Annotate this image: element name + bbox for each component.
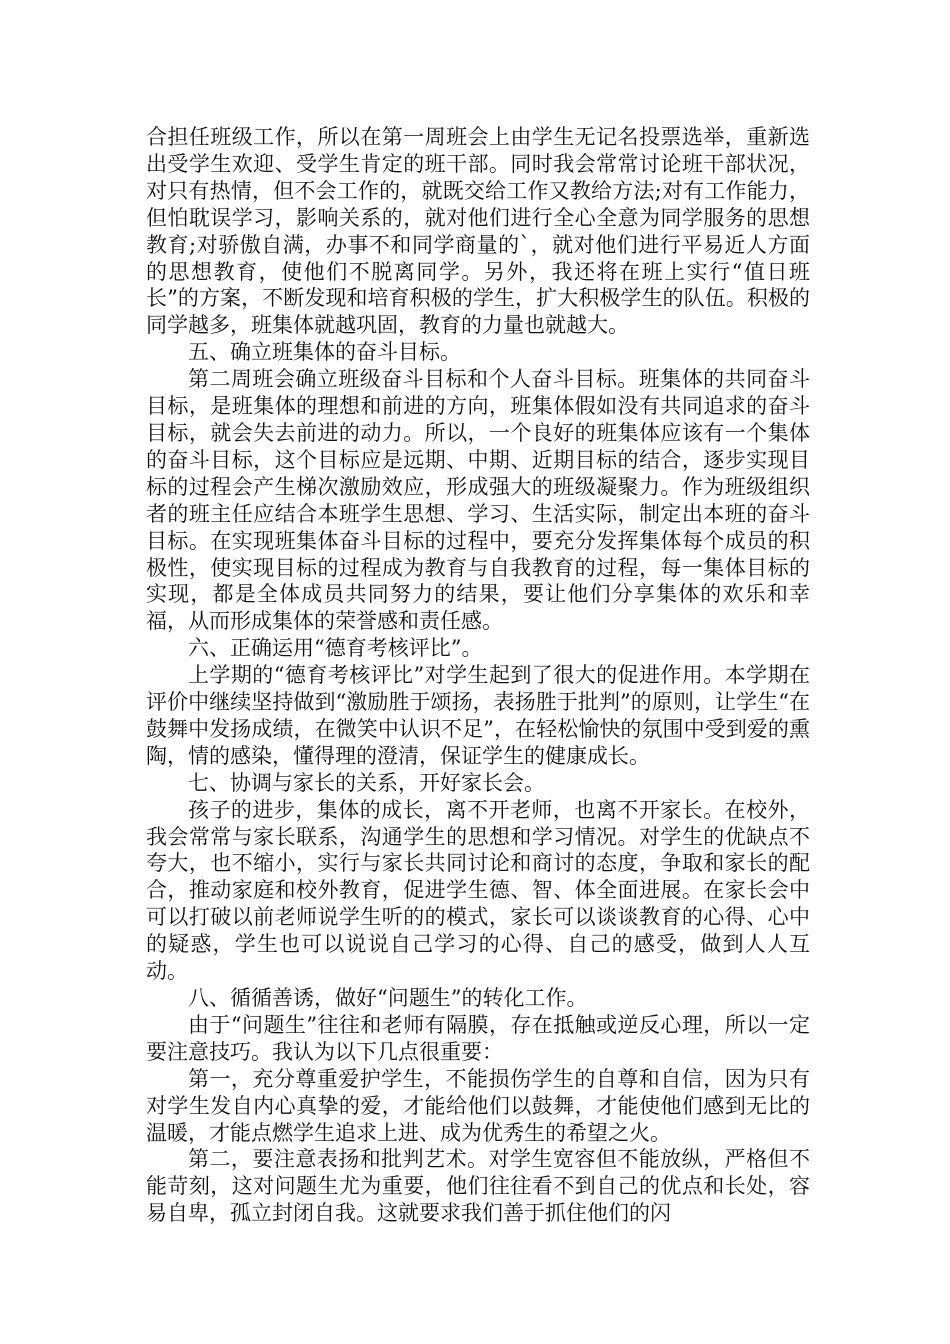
heading-section-seven: 七、协调与家长的关系，开好家长会。 (188, 770, 545, 795)
paragraph-moral-evaluation: 上学期的“德育考核评比”对学生起到了很大的促进作用。本学期在评价中继续坚持做到“激励胜于颂扬，表扬胜于批判”的原则，让学生“在鼓舞中发扬成绩，在微笑中认识不足”，在轻松愉快的氛围中受到爱的熏陶，情的感染，懂得理的澄清，保证学生的健康成长。 (146, 663, 810, 768)
paragraph-parent-relations: 孩子的进步，集体的成长，离不开老师，也离不开家长。在校外，我会常常与家长联系，沟通学生的思想和学习情况。对学生的优缺点不夸大，也不缩小，实行与家长共同讨论和商讨的态度，争取和家长的配合，推动家庭和校外教育，促进学生德、智、体全面进展。在家长会中可以打破以前老师说学生听的的模式，家长可以谈谈教育的心得、心中的疑惑，学生也可以说说自己学习的心得、自己的感受，做到人人互动。 (146, 797, 810, 984)
paragraph-class-cadre-continued: 合担任班级工作，所以在第一周班会上由学生无记名投票选举，重新选出受学生欢迎、受学生肯定的班干部。同时我会常常讨论班干部状况，对只有热情，但不会工作的，就既交给工作又教给方法;对有工作能力，但怕耽误学习，影响关系的，就对他们进行全心全意为同学服务的思想教育;对骄傲自满，办事不和同学商量的`，就对他们进行平易近人方面的思想教育，使他们不脱离同学。另外，我还将在班上实行“值日班长”的方案，不断发现和培育积极的学生，扩大积极学生的队伍。积极的同学越多，班集体就越巩固，教育的力量也就越大。 (146, 125, 810, 338)
paragraph-point-two: 第二，要注意表扬和批判艺术。对学生宽容但不能放纵，严格但不能苛刻，这对问题生尤为重要，他们往往看不到自己的优点和长处，容易自卑，孤立封闭自我。这就要求我们善于抓住他们的闪 (146, 1147, 810, 1226)
paragraph-point-one: 第一，充分尊重爱护学生，不能损伤学生的自尊和自信，因为只有对学生发自内心真挚的爱，才能给他们以鼓舞，才能使他们感到无比的温暖，才能点燃学生追求上进、成为优秀生的希望之火。 (146, 1066, 810, 1145)
heading-section-five: 五、确立班集体的奋斗目标。 (188, 340, 461, 365)
paragraph-problem-students-intro: 由于“问题生”往往和老师有隔膜，存在抵触或逆反心理，所以一定要注意技巧。我认为以下几点很重要： (146, 1012, 810, 1064)
heading-section-six: 六、正确运用“德育考核评比”。 (188, 636, 483, 661)
paragraph-class-goals: 第二周班会确立班级奋斗目标和个人奋斗目标。班集体的共同奋斗目标，是班集体的理想和前进的方向，班集体假如没有共同追求的奋斗目标，就会失去前进的动力。所以，一个良好的班集体应该有一个集体的奋斗目标，这个目标应是远期、中期、近期目标的结合，逐步实现目标的过程会产生梯次激励效应，形成强大的班级凝聚力。作为班级组织者的班主任应结合本班学生思想、学习、生活实际，制定出本班的奋斗目标。在实现班集体奋斗目标的过程中，要充分发挥集体每个成员的积极性，使实现目标的过程成为教育与自我教育的过程，每一集体目标的实现，都是全体成员共同努力的结果，要让他们分享集体的欢乐和幸福，从而形成集体的荣誉感和责任感。 (146, 367, 810, 634)
heading-section-eight: 八、循循善诱，做好“问题生”的转化工作。 (188, 986, 588, 1010)
document-body (146, 124, 810, 1227)
